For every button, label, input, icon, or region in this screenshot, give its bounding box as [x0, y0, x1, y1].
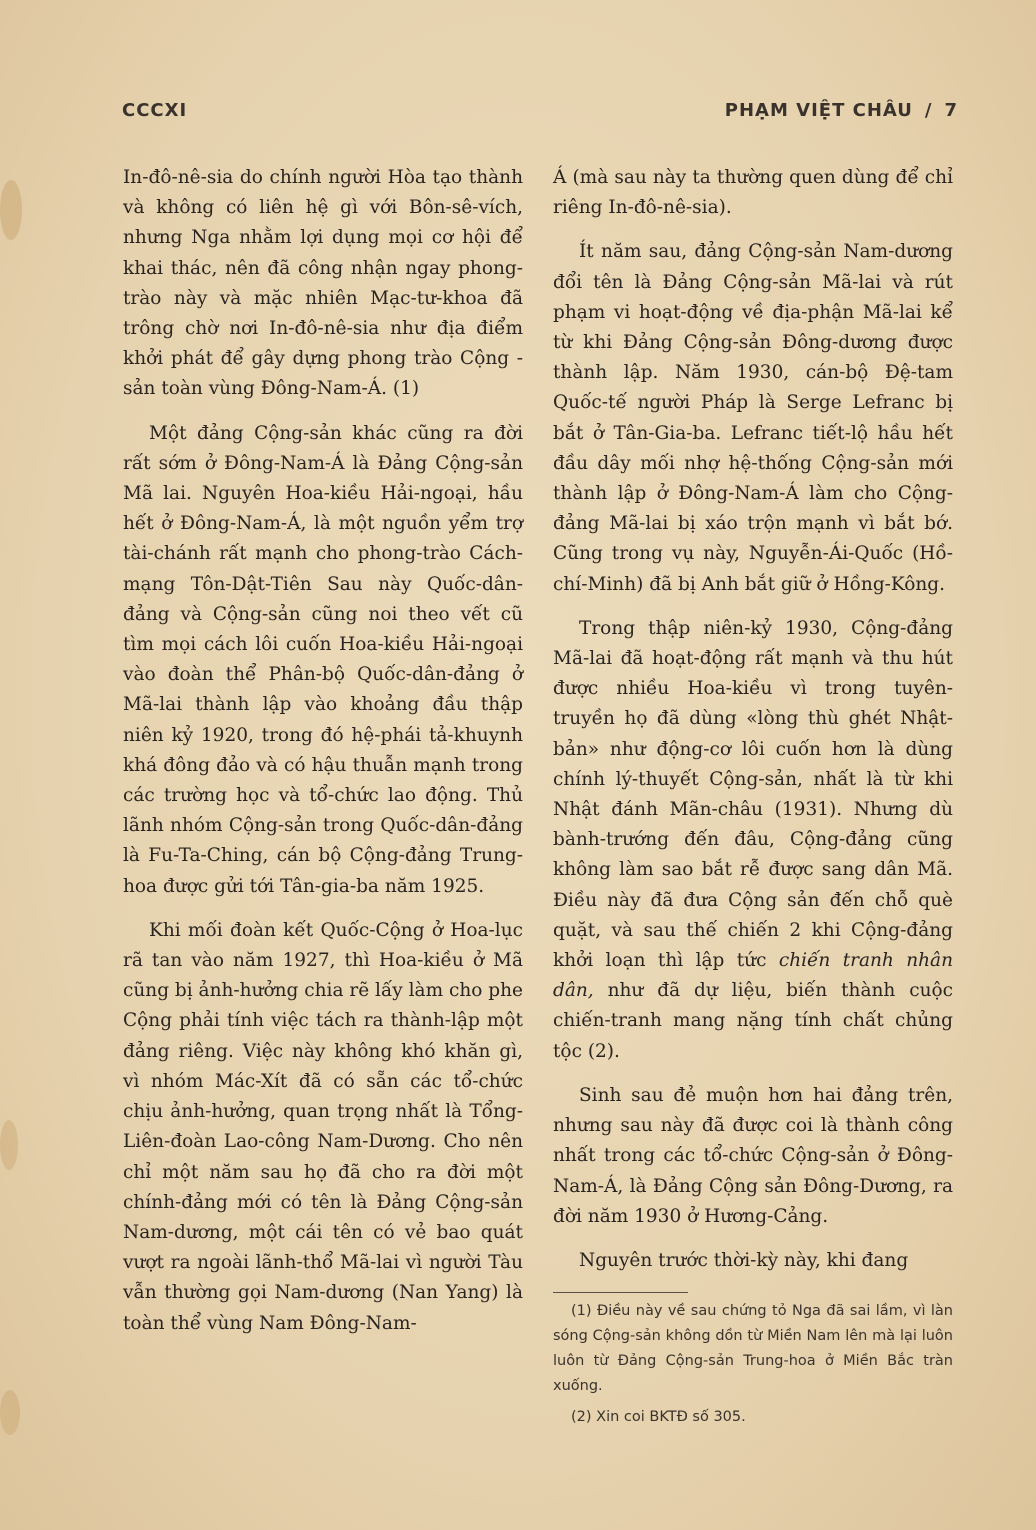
- header-separator: /: [924, 100, 933, 121]
- page-stain: [0, 1120, 18, 1170]
- paragraph: Một đảng Cộng-sản khác cũng ra đời rất sớm ở Đông-Nam-Á là Đảng Cộng-sản Mã lai. Nguyên Hoa-kiều Hải-ngoại, hầu hết ở Đông-Nam-Á, là một nguồn yểm trợ tài-chánh rất mạnh cho phong-trào Cách-mạng Tôn-Dật-Tiên Sau này Quốc-dân-đảng và Cộng-sản cũng noi theo vết cũ tìm mọi cách lôi cuốn Hoa-kiều Hải-ngoại vào đoàn thể Phân-bộ Quốc-dân-đảng ở Mã-lai thành lập vào khoảng đầu thập niên kỷ 1920, trong đó hệ-phái tả-khuynh khá đông đảo và có hậu thuẫn mạnh trong các trường học và tổ-chức lao động. Thủ lãnh nhóm Cộng-sản trong Quốc-dân-đảng là Fu-Ta-Ching, cán bộ Cộng-đảng Trung-hoa được gửi tới Tân-gia-ba năm 1925.: [123, 422, 523, 897]
- paragraph: [553, 614, 953, 1067]
- page-stain: [0, 1390, 20, 1435]
- footnote: (1) Điều này về sau chứng tỏ Nga đã sai lầm, vì làn sóng Cộng-sản không dồn từ Miền Nam lên mà lại luôn luôn từ Đảng Cộng-sản Trung-hoa ở Miền Bắc tràn xuống.: [553, 1303, 953, 1395]
- footnote-divider: [553, 1292, 688, 1293]
- paragraph: Ít năm sau, đảng Cộng-sản Nam-dương đổi tên là Đảng Cộng-sản Mã-lai và rút phạm vi hoạt-động về địa-phận Mã-lai kể từ khi Đảng Cộng-sản Đông-dương được thành lập. Năm 1930, cán-bộ Đệ-tam Quốc-tế người Pháp là Serge Lefranc bị bắt ở Tân-Gia-ba. Lefranc tiết-lộ hầu hết đầu dây mối nhợ hệ-thống Cộng-sản mới thành lập ở Đông-Nam-Á làm cho Cộng-đảng Mã-lai bị xáo trộn mạnh vì bắt bớ. Cũng trong vụ này, Nguyễn-Ái-Quốc (Hồ-chí-Minh) đã bị Anh bắt giữ ở Hồng-Kông.: [553, 241, 953, 595]
- paragraph-text: Trong thập niên-kỷ 1930, Cộng-đảng Mã-lai đã hoạt-động rất mạnh và thu hút được nhiều Hoa-kiều vì trong tuyên-truyền họ đã dùng «lòng thù ghét Nhật-bản» như động-cơ lôi cuốn hơn là dùng chính lý-thuyết Cộng-sản, nhất là từ khi Nhật đánh Mãn-châu (1931). Nhưng dù bành-trướng đến đâu, Cộng-đảng cũng không làm sao bắt rễ được sang dân Mã. Điều này đã đưa Cộng sản đến chỗ què quặt, và sau thế chiến 2 khi Cộng-đảng khởi loạn thì lập tức: [553, 617, 953, 972]
- footnote: (2) Xin coi BKTĐ số 305.: [571, 1409, 746, 1426]
- author-name: PHẠM VIỆT CHÂU: [724, 100, 913, 121]
- right-column: [553, 163, 953, 1430]
- page-header: [122, 100, 958, 130]
- paragraph: Sinh sau đẻ muộn hơn hai đảng trên, nhưng sau này đã được coi là thành công nhất trong các tổ-chức Cộng-sản ở Đông-Nam-Á, là Đảng Cộng sản Đông-Dương, ra đời năm 1930 ở Hương-Cảng.: [553, 1084, 953, 1227]
- running-head: [725, 100, 958, 121]
- page-stain: [0, 180, 22, 240]
- paragraph: In-đô-nê-sia do chính người Hòa tạo thành và không có liên hệ gì với Bôn-sê-vích, nhưng Nga nhằm lợi dụng mọi cơ hội để khai thác, nên đã công nhận ngay phong-trào này và mặc nhiên Mạc-tư-khoa đã trông chờ nơi In-đô-nê-sia như địa điểm khởi phát để gây dựng phong trào Cộng - sản toàn vùng Đông-Nam-Á. (1): [123, 167, 523, 400]
- paragraph: Khi mối đoàn kết Quốc-Cộng ở Hoa-lục rã tan vào năm 1927, thì Hoa-kiều ở Mã cũng bị ảnh-hưởng chia rẽ lấy làm cho phe Cộng phải tính việc tách ra thành-lập một đảng riêng. Việc này không khó khăn gì, vì nhóm Mác-Xít đã có sẵn các tổ-chức chịu ảnh-hưởng, quan trọng nhất là Tổng-Liên-đoàn Lao-công Nam-Dương. Cho nên chỉ một năm sau họ đã cho ra đời một chính-đảng mới có tên là Đảng Cộng-sản Nam-dương, một cái tên có vẻ bao quát vượt ra ngoài lãnh-thổ Mã-lai vì người Tàu vẫn thường gọi Nam-dương (Nan Yang) là toàn thể vùng Nam Đông-Nam-: [123, 919, 523, 1334]
- italic-phrase: chiến tranh nhân dân,: [553, 950, 953, 1002]
- page-number: 7: [944, 100, 958, 121]
- paragraph: Nguyên trước thời-kỳ này, khi đang: [579, 1249, 909, 1271]
- paragraph-continuation: Á (mà sau này ta thường quen dùng để chỉ riêng In-đô-nê-sia).: [553, 167, 953, 219]
- issue-number: CCCXI: [122, 100, 188, 121]
- footnotes: [553, 1299, 953, 1430]
- paragraph-text: như đã dự liệu, biến thành cuộc chiến-tranh mang nặng tính chất chủng tộc (2).: [553, 980, 953, 1062]
- left-column: [123, 163, 523, 1339]
